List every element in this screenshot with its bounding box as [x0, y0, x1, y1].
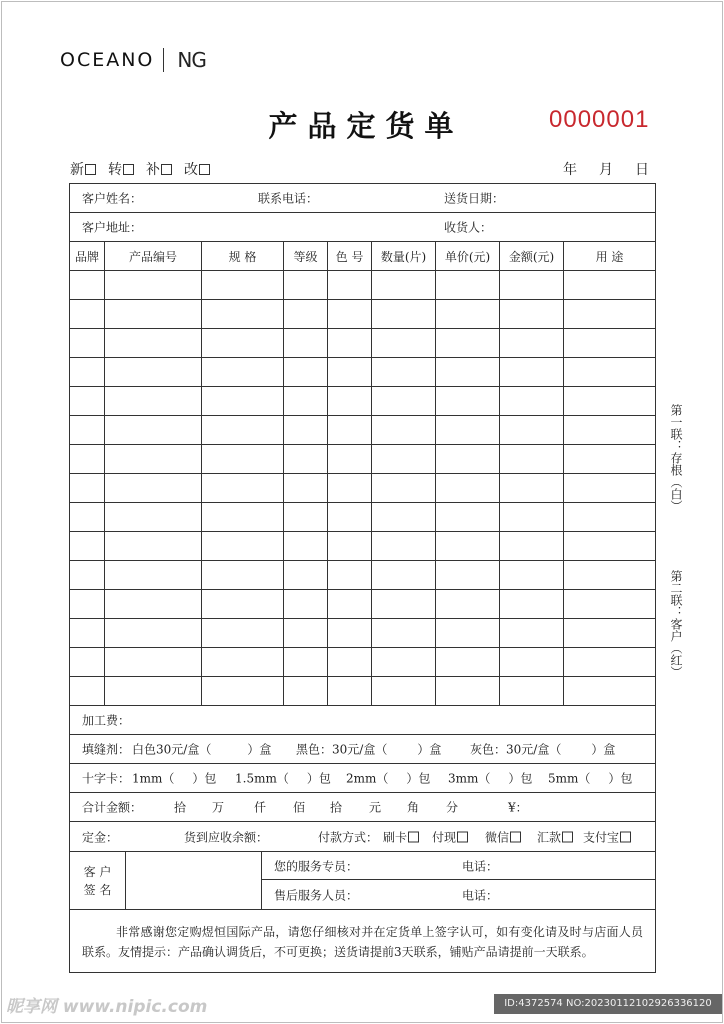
unit-ten: 拾: [330, 800, 343, 815]
table-cell[interactable]: [70, 677, 105, 705]
payment-transfer[interactable]: 汇款: [537, 828, 573, 845]
checkbox-icon[interactable]: [85, 164, 96, 175]
table-cell[interactable]: [564, 619, 655, 647]
column-header: 规 格: [202, 242, 284, 270]
table-cell[interactable]: [500, 329, 564, 357]
table-cell[interactable]: [372, 590, 436, 618]
table-cell[interactable]: [284, 474, 328, 502]
table-cell[interactable]: [328, 358, 372, 386]
table-cell[interactable]: [70, 300, 105, 328]
table-row: [70, 474, 655, 503]
table-cell[interactable]: [436, 619, 500, 647]
table-cell[interactable]: [105, 619, 202, 647]
table-cell[interactable]: [564, 590, 655, 618]
date-month-label: 月: [599, 162, 613, 178]
table-cell[interactable]: [500, 416, 564, 444]
table-cell[interactable]: [372, 300, 436, 328]
table-cell[interactable]: [202, 474, 284, 502]
table-cell[interactable]: [372, 561, 436, 589]
table-cell[interactable]: [105, 358, 202, 386]
brand-name: OCEANO: [60, 49, 155, 71]
after-sales-label: 售后服务人员：: [274, 888, 359, 902]
copy-note-stub: 第一联：存根（白）: [669, 404, 683, 512]
table-row: [70, 329, 655, 358]
table-cell[interactable]: [564, 387, 655, 415]
checkbox-icon[interactable]: [457, 831, 468, 842]
table-row: [70, 271, 655, 300]
table-cell[interactable]: [500, 358, 564, 386]
table-cell[interactable]: [564, 532, 655, 560]
table-cell[interactable]: [284, 445, 328, 473]
order-type-supplement[interactable]: 补: [146, 159, 172, 179]
table-cell[interactable]: [105, 503, 202, 531]
table-cell[interactable]: [436, 561, 500, 589]
table-row: [70, 416, 655, 445]
table-cell[interactable]: [284, 329, 328, 357]
table-cell[interactable]: [284, 387, 328, 415]
payment-row: [70, 822, 655, 852]
table-row: [70, 532, 655, 561]
table-cell[interactable]: [105, 387, 202, 415]
table-cell[interactable]: [202, 648, 284, 676]
table-cell[interactable]: [105, 532, 202, 560]
payment-alipay[interactable]: 支付宝: [583, 828, 631, 845]
table-cell[interactable]: [284, 503, 328, 531]
customer-row-2: [70, 213, 655, 242]
column-header: 品牌: [70, 242, 105, 270]
order-form: [69, 183, 656, 973]
table-cell[interactable]: [105, 561, 202, 589]
table-cell[interactable]: [372, 271, 436, 299]
table-cell[interactable]: [436, 648, 500, 676]
table-cell[interactable]: [202, 590, 284, 618]
table-cell[interactable]: [328, 619, 372, 647]
table-cell[interactable]: [564, 329, 655, 357]
table-cell[interactable]: [202, 271, 284, 299]
table-cell[interactable]: [328, 416, 372, 444]
table-cell[interactable]: [500, 648, 564, 676]
column-header: 单价(元): [436, 242, 500, 270]
table-cell[interactable]: [564, 358, 655, 386]
table-cell[interactable]: [284, 561, 328, 589]
table-cell[interactable]: [500, 271, 564, 299]
table-cell[interactable]: [70, 619, 105, 647]
table-cell[interactable]: [372, 387, 436, 415]
grout-gray[interactable]: 灰色：30元/盒（ ）盒: [470, 742, 616, 757]
serial-number: 0000001: [549, 106, 650, 133]
table-cell[interactable]: [105, 474, 202, 502]
unit-fen: 分: [446, 800, 459, 815]
table-cell[interactable]: [372, 648, 436, 676]
table-row: [70, 445, 655, 474]
table-cell[interactable]: [564, 300, 655, 328]
table-cell[interactable]: [70, 532, 105, 560]
table-cell[interactable]: [328, 271, 372, 299]
unit-ten-thousand-tens: 拾: [174, 800, 187, 815]
column-header: 用 途: [595, 249, 624, 264]
table-cell[interactable]: [436, 474, 500, 502]
table-cell[interactable]: [70, 474, 105, 502]
brand-mark: NG: [177, 48, 206, 72]
table-cell[interactable]: [328, 648, 372, 676]
table-cell[interactable]: [70, 590, 105, 618]
table-cell[interactable]: [436, 590, 500, 618]
table-cell[interactable]: [70, 271, 105, 299]
cross-clip-1mm[interactable]: 1mm（ ）包: [132, 771, 217, 786]
grout-label: 填缝剂：: [82, 742, 131, 757]
customer-row-1: [70, 184, 655, 213]
table-header: [70, 242, 655, 271]
table-cell[interactable]: [202, 300, 284, 328]
total-amount-row[interactable]: [70, 793, 655, 822]
table-cell[interactable]: [328, 532, 372, 560]
table-cell[interactable]: [105, 271, 202, 299]
table-cell[interactable]: [436, 416, 500, 444]
order-type-new[interactable]: 新: [70, 159, 96, 179]
table-row: [70, 590, 655, 619]
checkbox-icon[interactable]: [123, 164, 134, 175]
cross-clip-2mm[interactable]: 2mm（ ）包: [346, 771, 431, 786]
grout-white[interactable]: 白色30元/盒（ ）盒: [132, 742, 272, 757]
unit-yuan: 元: [369, 800, 382, 815]
table-cell[interactable]: [372, 474, 436, 502]
cross-clip-row: [70, 764, 655, 793]
service-staff-label: 您的服务专员：: [274, 859, 359, 873]
table-cell[interactable]: [372, 445, 436, 473]
watermark-site: 昵享网 www.nipic.com: [6, 997, 208, 1017]
table-cell[interactable]: [70, 416, 105, 444]
table-row: [70, 503, 655, 532]
after-sales-row[interactable]: [262, 880, 655, 909]
table-cell[interactable]: [202, 445, 284, 473]
table-cell[interactable]: [328, 445, 372, 473]
form-title: 产品定货单: [268, 109, 464, 143]
customer-name-label: 客户姓名：: [82, 191, 143, 206]
table-cell[interactable]: [70, 648, 105, 676]
table-cell[interactable]: [202, 503, 284, 531]
contact-phone-label: 联系电话：: [258, 191, 319, 206]
table-row: [70, 358, 655, 387]
processing-fee-label: 加工费：: [82, 713, 131, 728]
payment-method-label: 付款方式：: [318, 830, 379, 844]
grout-row: [70, 735, 655, 764]
total-amount-label: 合计金额：: [82, 800, 143, 815]
table-cell[interactable]: [105, 648, 202, 676]
table-cell[interactable]: [500, 561, 564, 589]
table-row: [70, 677, 655, 706]
unit-jiao: 角: [407, 800, 420, 815]
table-cell[interactable]: [284, 532, 328, 560]
table-cell[interactable]: [284, 648, 328, 676]
table-cell[interactable]: [105, 329, 202, 357]
date-day-label: 日: [635, 162, 649, 178]
checkbox-icon[interactable]: [199, 164, 210, 175]
checkbox-icon[interactable]: [562, 831, 573, 842]
table-cell[interactable]: [202, 532, 284, 560]
table-cell[interactable]: [500, 300, 564, 328]
table-cell[interactable]: [564, 271, 655, 299]
table-cell[interactable]: [70, 445, 105, 473]
table-cell[interactable]: [500, 677, 564, 705]
table-cell[interactable]: [70, 561, 105, 589]
column-header: 金额(元): [500, 242, 564, 270]
table-cell[interactable]: [328, 387, 372, 415]
table-cell[interactable]: [564, 445, 655, 473]
table-cell[interactable]: [436, 329, 500, 357]
table-cell[interactable]: [328, 561, 372, 589]
table-cell[interactable]: [436, 532, 500, 560]
table-cell[interactable]: [436, 387, 500, 415]
table-cell[interactable]: [500, 532, 564, 560]
table-cell[interactable]: [372, 416, 436, 444]
table-cell[interactable]: [436, 677, 500, 705]
service-staff-row[interactable]: [262, 852, 655, 880]
table-row: [70, 300, 655, 329]
delivery-date-label: 送货日期：: [444, 191, 505, 206]
receiver-label: 收货人：: [444, 220, 493, 235]
column-header: 色 号: [328, 242, 372, 270]
table-cell[interactable]: [500, 474, 564, 502]
cross-clip-1-5mm[interactable]: 1.5mm（ ）包: [235, 771, 331, 786]
table-cell[interactable]: [284, 300, 328, 328]
column-header: 等级: [284, 242, 328, 270]
table-cell[interactable]: [372, 619, 436, 647]
table-cell[interactable]: [284, 590, 328, 618]
table-cell[interactable]: [564, 677, 655, 705]
yen-label: ¥：: [508, 800, 528, 815]
order-type-change[interactable]: 改: [184, 159, 210, 179]
brand-logo: [60, 47, 206, 73]
unit-hundred: 佰: [293, 800, 306, 815]
table-cell[interactable]: [202, 677, 284, 705]
table-cell[interactable]: [372, 358, 436, 386]
table-cell[interactable]: [284, 358, 328, 386]
order-type-options: [70, 159, 210, 179]
cross-clip-5mm[interactable]: 5mm（ ）包: [548, 771, 633, 786]
table-row: [70, 619, 655, 648]
processing-fee-row[interactable]: [70, 706, 655, 735]
after-sales-phone-label: 电话：: [462, 888, 499, 902]
table-cell[interactable]: [500, 590, 564, 618]
checkbox-icon[interactable]: [510, 831, 521, 842]
table-cell[interactable]: [372, 532, 436, 560]
copy-note-customer: 第二联：客户（红）: [669, 570, 683, 678]
deposit-label: 定金：: [82, 830, 119, 844]
table-cell[interactable]: [70, 358, 105, 386]
table-cell[interactable]: [105, 445, 202, 473]
table-cell[interactable]: [372, 329, 436, 357]
logo-divider: [163, 48, 164, 72]
payment-cash[interactable]: 付现: [432, 828, 468, 845]
table-cell[interactable]: [105, 416, 202, 444]
table-cell[interactable]: [564, 561, 655, 589]
table-cell[interactable]: [328, 474, 372, 502]
table-cell[interactable]: [70, 387, 105, 415]
service-phone-label: 电话：: [462, 859, 499, 873]
checkbox-icon[interactable]: [620, 831, 631, 842]
table-cell[interactable]: [436, 300, 500, 328]
table-cell[interactable]: [436, 271, 500, 299]
signature-field[interactable]: [126, 852, 261, 909]
unit-ten-thousand: 万: [212, 800, 225, 815]
table-cell[interactable]: [202, 387, 284, 415]
table-cell[interactable]: [202, 358, 284, 386]
table-row: [70, 561, 655, 590]
table-cell[interactable]: [500, 619, 564, 647]
table-cell[interactable]: [436, 358, 500, 386]
table-row: [70, 387, 655, 416]
checkbox-icon[interactable]: [408, 831, 419, 842]
signature-block: [70, 852, 655, 910]
customer-signature-label: 客 户 签 名: [83, 864, 112, 897]
table-cell[interactable]: [564, 503, 655, 531]
payment-card[interactable]: 刷卡: [383, 828, 419, 845]
table-cell[interactable]: [328, 329, 372, 357]
table-cell[interactable]: [564, 648, 655, 676]
date-year-label: 年: [563, 162, 577, 178]
table-cell[interactable]: [105, 677, 202, 705]
column-header: 数量(片): [372, 242, 436, 270]
table-cell[interactable]: [202, 561, 284, 589]
table-cell[interactable]: [564, 416, 655, 444]
order-type-transfer[interactable]: 转: [108, 159, 134, 179]
table-cell[interactable]: [284, 416, 328, 444]
watermark-id-bar: ID:4372574 NO:20230112102926336120: [494, 994, 722, 1014]
table-cell[interactable]: [372, 677, 436, 705]
balance-label: 货到应收余额：: [184, 830, 269, 844]
table-cell[interactable]: [436, 445, 500, 473]
table-cell[interactable]: [328, 503, 372, 531]
customer-address-label: 客户地址：: [82, 220, 143, 235]
payment-wechat[interactable]: 微信: [485, 828, 521, 845]
table-cell[interactable]: [105, 300, 202, 328]
table-cell[interactable]: [284, 271, 328, 299]
unit-thousand: 仟: [254, 800, 267, 815]
table-cell[interactable]: [372, 503, 436, 531]
checkbox-icon[interactable]: [161, 164, 172, 175]
table-cell[interactable]: [284, 619, 328, 647]
table-cell[interactable]: [284, 677, 328, 705]
table-row: [70, 648, 655, 677]
table-cell[interactable]: [500, 445, 564, 473]
column-header: 产品编号: [105, 242, 202, 270]
table-cell[interactable]: [202, 619, 284, 647]
grout-black[interactable]: 黑色：30元/盒（ ）盒: [296, 742, 442, 757]
table-cell[interactable]: [328, 677, 372, 705]
table-cell[interactable]: [436, 503, 500, 531]
cross-clip-label: 十字卡：: [82, 771, 131, 786]
cross-clip-3mm[interactable]: 3mm（ ）包: [448, 771, 533, 786]
table-cell[interactable]: [500, 387, 564, 415]
table-cell[interactable]: [328, 300, 372, 328]
table-cell[interactable]: [564, 474, 655, 502]
table-cell[interactable]: [202, 416, 284, 444]
table-cell[interactable]: [105, 590, 202, 618]
table-cell[interactable]: [70, 503, 105, 531]
table-cell[interactable]: [328, 590, 372, 618]
table-cell[interactable]: [500, 503, 564, 531]
table-cell[interactable]: [202, 329, 284, 357]
date-field[interactable]: [563, 159, 649, 179]
thank-you-notice: 非常感谢您定购煜恒国际产品，请您仔细核对并在定货单上签字认可，如有变化请及时与店面人员联系。友情提示：产品确认调货后，不可更换；送货请提前3天联系，铺贴产品请提前一天联系。: [82, 925, 643, 959]
table-cell[interactable]: [70, 329, 105, 357]
